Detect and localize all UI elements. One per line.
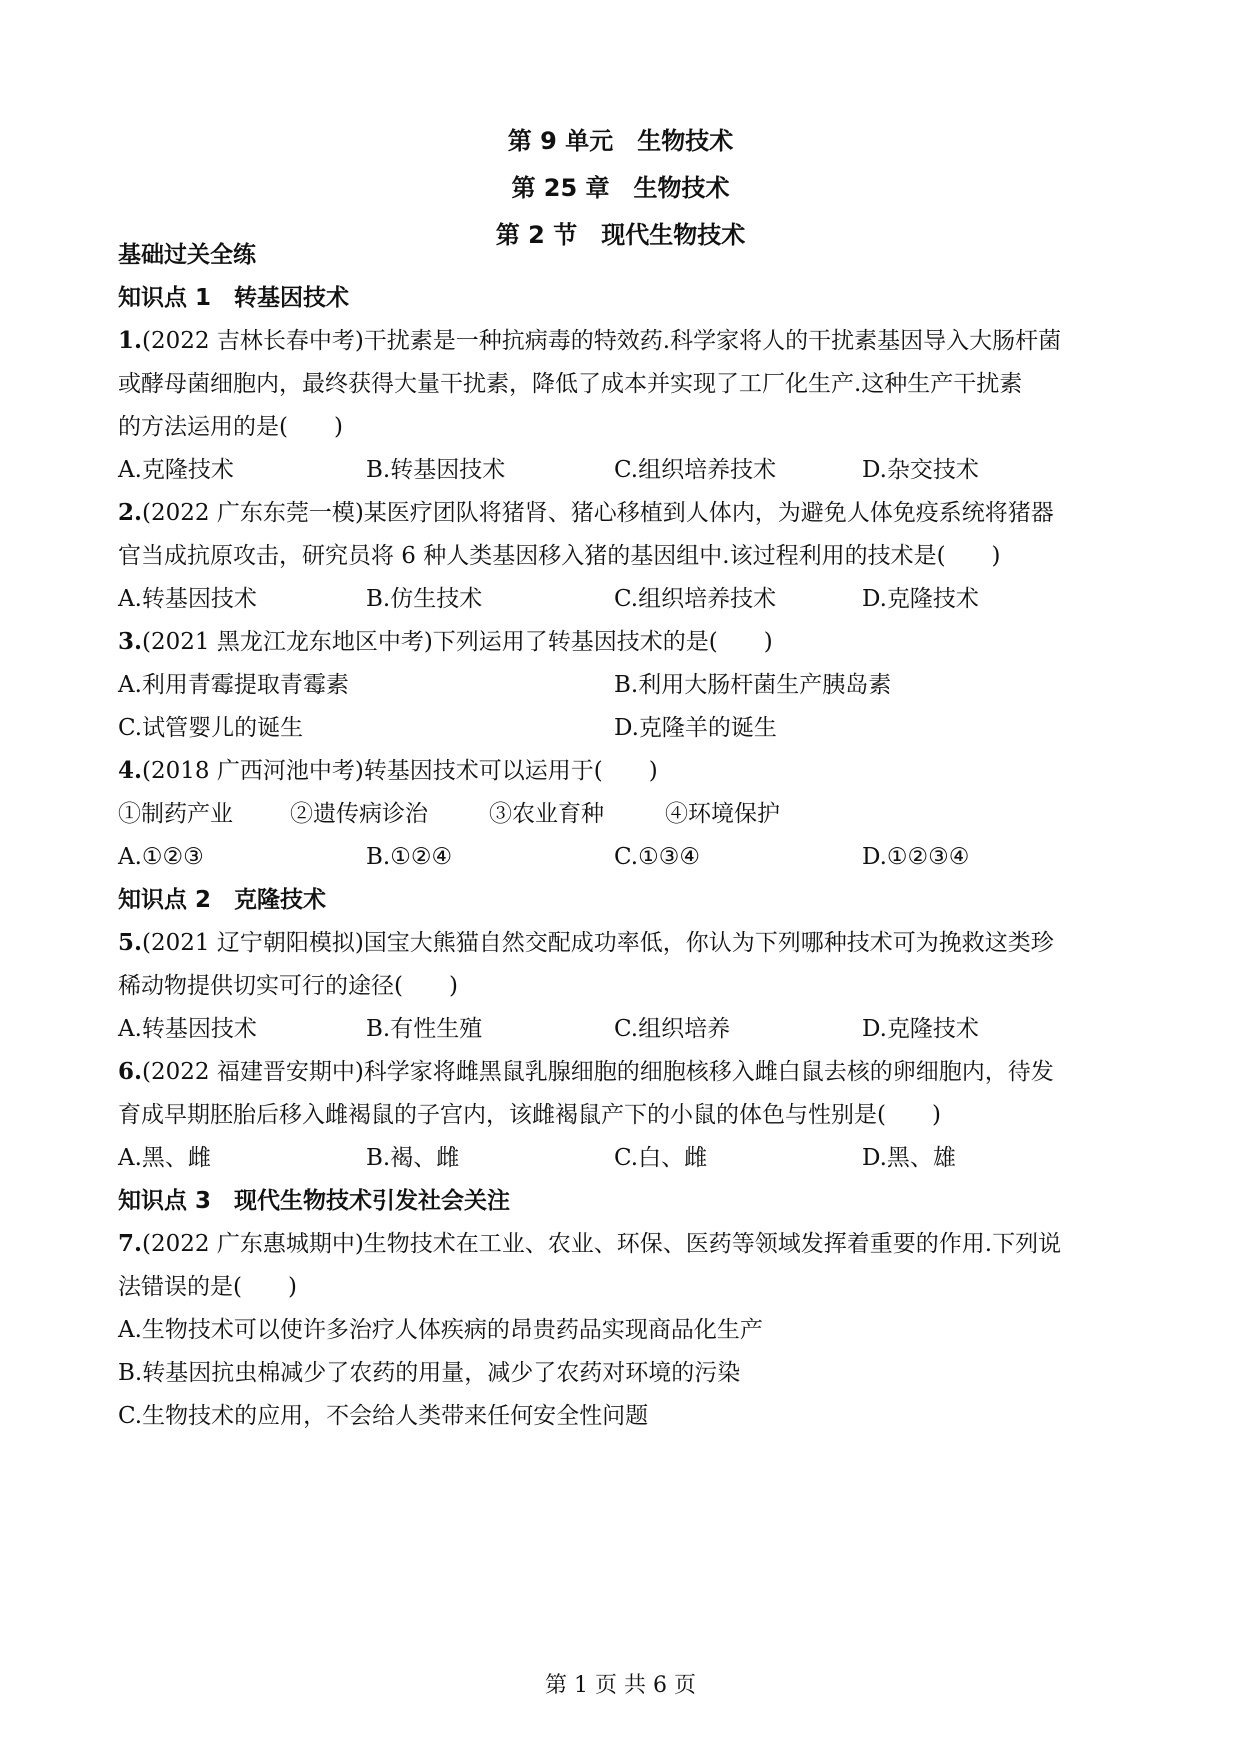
- question-number: 6.: [118, 1058, 143, 1085]
- q1-option-a: A.克隆技术: [118, 457, 234, 483]
- question-2: [118, 498, 1054, 528]
- question-number: 4.: [118, 757, 143, 784]
- question-text: (2022 吉林长春中考)干扰素是一种抗病毒的特效药.科学家将人的干扰素基因导入大肠杆菌: [142, 328, 1062, 354]
- q2-option-c: C.组织培养技术: [614, 586, 777, 612]
- question-number: 2.: [118, 499, 143, 526]
- q4-option-b: B.①②④: [366, 844, 453, 870]
- question-4: [118, 756, 658, 786]
- question-2-line-2: 官当成抗原攻击，研究员将 6 种人类基因移入猪的基因组中.该过程利用的技术是( ): [118, 543, 1001, 569]
- knowledge-point-3: 知识点 3 现代生物技术引发社会关注: [118, 1188, 511, 1214]
- q1-option-d: D.杂交技术: [862, 457, 979, 483]
- q3-option-a: A.利用青霉提取青霉素: [118, 672, 349, 698]
- q3-option-c: C.试管婴儿的诞生: [118, 715, 304, 741]
- question-1: [118, 326, 1061, 356]
- question-text: (2022 福建晋安期中)科学家将雌黑鼠乳腺细胞的细胞核移入雌白鼠去核的卵细胞内，待发: [142, 1059, 1054, 1085]
- chapter-title: 第 25 章 生物技术: [511, 174, 730, 202]
- q5-option-b: B.有性生殖: [366, 1016, 483, 1042]
- question-number: 3.: [118, 628, 143, 655]
- practice-heading: 基础过关全练: [118, 242, 256, 268]
- question-7-line-2: 法错误的是( ): [118, 1274, 297, 1300]
- question-number: 7.: [118, 1230, 143, 1257]
- page-footer: 第 1 页 共 6 页: [545, 1673, 696, 1698]
- q2-option-a: A.转基因技术: [118, 586, 257, 612]
- question-1-line-2: 或酵母菌细胞内，最终获得大量干扰素，降低了成本并实现了工厂化生产.这种生产干扰素: [118, 371, 1023, 397]
- q1-option-c: C.组织培养技术: [614, 457, 777, 483]
- q6-option-d: D.黑、雄: [862, 1145, 956, 1171]
- question-number: 5.: [118, 929, 143, 956]
- question-text: (2021 黑龙江龙东地区中考)下列运用了转基因技术的是( ): [142, 629, 773, 655]
- q5-option-c: C.组织培养: [614, 1016, 731, 1042]
- q6-option-c: C.白、雌: [614, 1145, 708, 1171]
- question-text: (2022 广东东莞一模)某医疗团队将猪肾、猪心移植到人体内，为避免人体免疫系统将猪器: [142, 500, 1054, 526]
- q4-item-2: ②遗传病诊治: [290, 801, 428, 827]
- q4-item-3: ③农业育种: [489, 801, 604, 827]
- knowledge-point-1: 知识点 1 转基因技术: [118, 285, 350, 311]
- q6-option-b: B.褐、雌: [366, 1145, 460, 1171]
- question-3: [118, 627, 773, 657]
- q5-option-d: D.克隆技术: [862, 1016, 979, 1042]
- question-text: (2022 广东惠城期中)生物技术在工业、农业、环保、医药等领域发挥着重要的作用.下列说: [142, 1231, 1062, 1257]
- q6-option-a: A.黑、雌: [118, 1145, 211, 1171]
- q4-option-a: A.①②③: [118, 844, 204, 870]
- question-6-line-2: 育成早期胚胎后移入雌褐鼠的子宫内，该雌褐鼠产下的小鼠的体色与性别是( ): [118, 1102, 941, 1128]
- question-5: [118, 928, 1054, 958]
- question-1-line-3: 的方法运用的是( ): [118, 414, 343, 440]
- q4-item-4: ④环境保护: [665, 801, 780, 827]
- knowledge-point-2: 知识点 2 克隆技术: [118, 887, 327, 913]
- q7-option-a: A.生物技术可以使许多治疗人体疾病的昂贵药品实现商品化生产: [118, 1317, 763, 1343]
- q2-option-d: D.克隆技术: [862, 586, 979, 612]
- q4-option-c: C.①③④: [614, 844, 700, 870]
- q5-option-a: A.转基因技术: [118, 1016, 257, 1042]
- q1-option-b: B.转基因技术: [366, 457, 506, 483]
- question-6: [118, 1057, 1054, 1087]
- question-7: [118, 1229, 1061, 1259]
- q2-option-b: B.仿生技术: [366, 586, 483, 612]
- question-text: (2018 广西河池中考)转基因技术可以运用于( ): [142, 758, 658, 784]
- q3-option-b: B.利用大肠杆菌生产胰岛素: [614, 672, 892, 698]
- question-5-line-2: 稀动物提供切实可行的途径( ): [118, 973, 458, 999]
- question-number: 1.: [118, 327, 143, 354]
- section-title: 第 2 节 现代生物技术: [495, 221, 746, 249]
- unit-title: 第 9 单元 生物技术: [507, 127, 734, 155]
- question-text: (2021 辽宁朝阳模拟)国宝大熊猫自然交配成功率低，你认为下列哪种技术可为挽救这类珍: [142, 930, 1054, 956]
- q7-option-c: C.生物技术的应用，不会给人类带来任何安全性问题: [118, 1403, 649, 1429]
- q3-option-d: D.克隆羊的诞生: [614, 715, 777, 741]
- q4-item-1: ①制药产业: [118, 801, 233, 827]
- q7-option-b: B.转基因抗虫棉减少了农药的用量，减少了农药对环境的污染: [118, 1360, 741, 1386]
- q4-option-d: D.①②③④: [862, 844, 970, 870]
